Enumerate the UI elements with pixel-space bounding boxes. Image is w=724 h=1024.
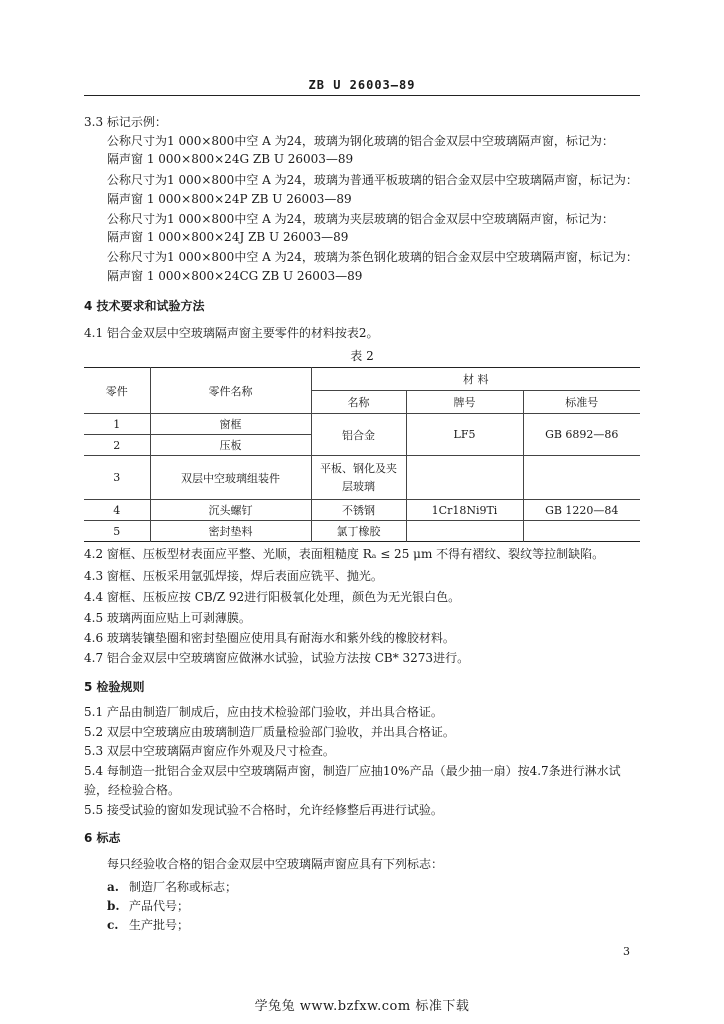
material-name-glass-line1: 平板、钢化及夹 [320, 461, 397, 475]
section-5-title: 5 检验规则 [84, 680, 145, 694]
row-number: 2 [84, 435, 150, 456]
paragraph-4-5: 4.5 玻璃两面应贴上可剥薄膜。 [84, 611, 251, 625]
row-number: 1 [84, 414, 150, 435]
watermark-footer: 学兔兔 www.bzfxw.com 标准下载 [254, 999, 470, 1014]
row-part-name: 窗框 [150, 414, 311, 435]
paragraph-5-1: 5.1 产品由制造厂制成后，应由技术检验部门验收，并出具合格证。 [84, 705, 443, 719]
table-row [84, 414, 640, 435]
list-item-text: 产品代号； [129, 899, 190, 913]
list-item [107, 918, 189, 932]
marking-code-2: 隔声窗 1 000×800×24P ZB U 26003—89 [107, 192, 352, 206]
material-standard-seal [523, 521, 640, 542]
marking-code-4: 隔声窗 1 000×800×24CG ZB U 26003—89 [107, 269, 363, 283]
header-material: 材 料 [311, 368, 640, 391]
section-4-title: 4 技术要求和试验方法 [84, 299, 205, 313]
material-standard-steel: GB 1220—84 [523, 500, 640, 521]
list-item [107, 899, 189, 913]
paragraph-4-2: 4.2 窗框、压板型材表面应平整、光顺，表面粗糙度 Rₐ ≤ 25 μm 不得有褶纹、裂纹等拉制缺陷。 [84, 547, 605, 561]
header-material-name: 名称 [311, 391, 406, 414]
paragraph-4-1: 4.1 铝合金双层中空玻璃隔声窗主要零件的材料按表2。 [84, 326, 379, 340]
material-grade-alloy: LF5 [406, 414, 523, 456]
header-part-name: 零件名称 [150, 368, 311, 414]
row-number: 5 [84, 521, 150, 542]
row-part-name: 密封垫料 [150, 521, 311, 542]
material-name-glass [311, 456, 406, 500]
material-name-seal: 氯丁橡胶 [311, 521, 406, 542]
marking-code-1: 隔声窗 1 000×800×24G ZB U 26003—89 [107, 152, 354, 166]
material-grade-glass [406, 456, 523, 500]
list-item-text: 制造厂名称或标志； [129, 880, 238, 894]
marking-example-3: 公称尺寸为1 000×800中空 A 为24，玻璃为夹层玻璃的铝合金双层中空玻璃隔声窗，标记为： [107, 212, 614, 226]
paragraph-5-2: 5.2 双层中空玻璃应由玻璃制造厂质量检验部门验收，并出具合格证。 [84, 725, 455, 739]
row-number: 3 [84, 456, 150, 500]
paragraph-4-4: 4.4 窗框、压板应按 CB/Z 92进行阳极氧化处理，颜色为无光银白色。 [84, 590, 461, 604]
paragraph-4-6: 4.6 玻璃装镶垫圈和密封垫圈应使用具有耐海水和紫外线的橡胶材料。 [84, 631, 455, 645]
document-code-header: ZB U 26003—89 [308, 78, 416, 92]
table-row [84, 500, 640, 521]
row-number: 4 [84, 500, 150, 521]
list-item-label: c. [107, 918, 119, 932]
section-3-3-title: 3.3 标记示例： [84, 115, 167, 129]
material-name-steel: 不锈钢 [311, 500, 406, 521]
marking-code-3: 隔声窗 1 000×800×24J ZB U 26003—89 [107, 230, 349, 244]
material-standard-alloy: GB 6892—86 [523, 414, 640, 456]
material-grade-seal [406, 521, 523, 542]
marking-intro: 每只经验收合格的铝合金双层中空玻璃隔声窗应具有下列标志： [107, 857, 444, 871]
header-rule [84, 95, 640, 96]
list-item-text: 生产批号； [129, 918, 190, 932]
marking-example-4: 公称尺寸为1 000×800中空 A 为24，玻璃为茶色钢化玻璃的铝合金双层中空玻璃隔声窗，标记为： [107, 250, 638, 264]
paragraph-4-3: 4.3 窗框、压板采用氩弧焊接，焊后表面应铣平、抛光。 [84, 569, 383, 583]
list-item-label: b. [107, 899, 120, 913]
material-name-alloy: 铝合金 [311, 414, 406, 456]
row-part-name: 压板 [150, 435, 311, 456]
materials-table [84, 367, 640, 542]
material-standard-glass [523, 456, 640, 500]
paragraph-5-3: 5.3 双层中空玻璃隔声窗应作外观及尺寸检查。 [84, 744, 335, 758]
paragraph-5-4: 5.4 每制造一批铝合金双层中空玻璃隔声窗，制造厂应抽10%产品（最少抽一扇）按4.7条进行淋水试 [84, 764, 621, 778]
list-item-label: a. [107, 880, 119, 894]
table-row [84, 521, 640, 542]
marking-example-1: 公称尺寸为1 000×800中空 A 为24，玻璃为钢化玻璃的铝合金双层中空玻璃隔声窗，标记为： [107, 134, 614, 148]
header-material-standard: 标准号 [523, 391, 640, 414]
paragraph-5-4-cont: 验，经检验合格。 [84, 783, 181, 797]
section-6-title: 6 标志 [84, 831, 121, 845]
table-row [84, 456, 640, 500]
row-part-name: 双层中空玻璃组装件 [150, 456, 311, 500]
page-number: 3 [623, 945, 630, 958]
header-material-grade: 牌号 [406, 391, 523, 414]
paragraph-4-7: 4.7 铝合金双层中空玻璃窗应做淋水试验，试验方法按 CB* 3273进行。 [84, 651, 470, 665]
table-caption: 表 2 [350, 349, 374, 363]
paragraph-5-5: 5.5 接受试验的窗如发现试验不合格时，允许经修整后再进行试验。 [84, 803, 443, 817]
material-grade-steel: 1Cr18Ni9Ti [406, 500, 523, 521]
marking-example-2: 公称尺寸为1 000×800中空 A 为24，玻璃为普通平板玻璃的铝合金双层中空玻璃隔声窗，标记为： [107, 173, 638, 187]
list-item [107, 880, 237, 894]
header-part: 零件 [84, 368, 150, 414]
material-name-glass-line2: 层玻璃 [342, 479, 375, 493]
row-part-name: 沉头螺钉 [150, 500, 311, 521]
